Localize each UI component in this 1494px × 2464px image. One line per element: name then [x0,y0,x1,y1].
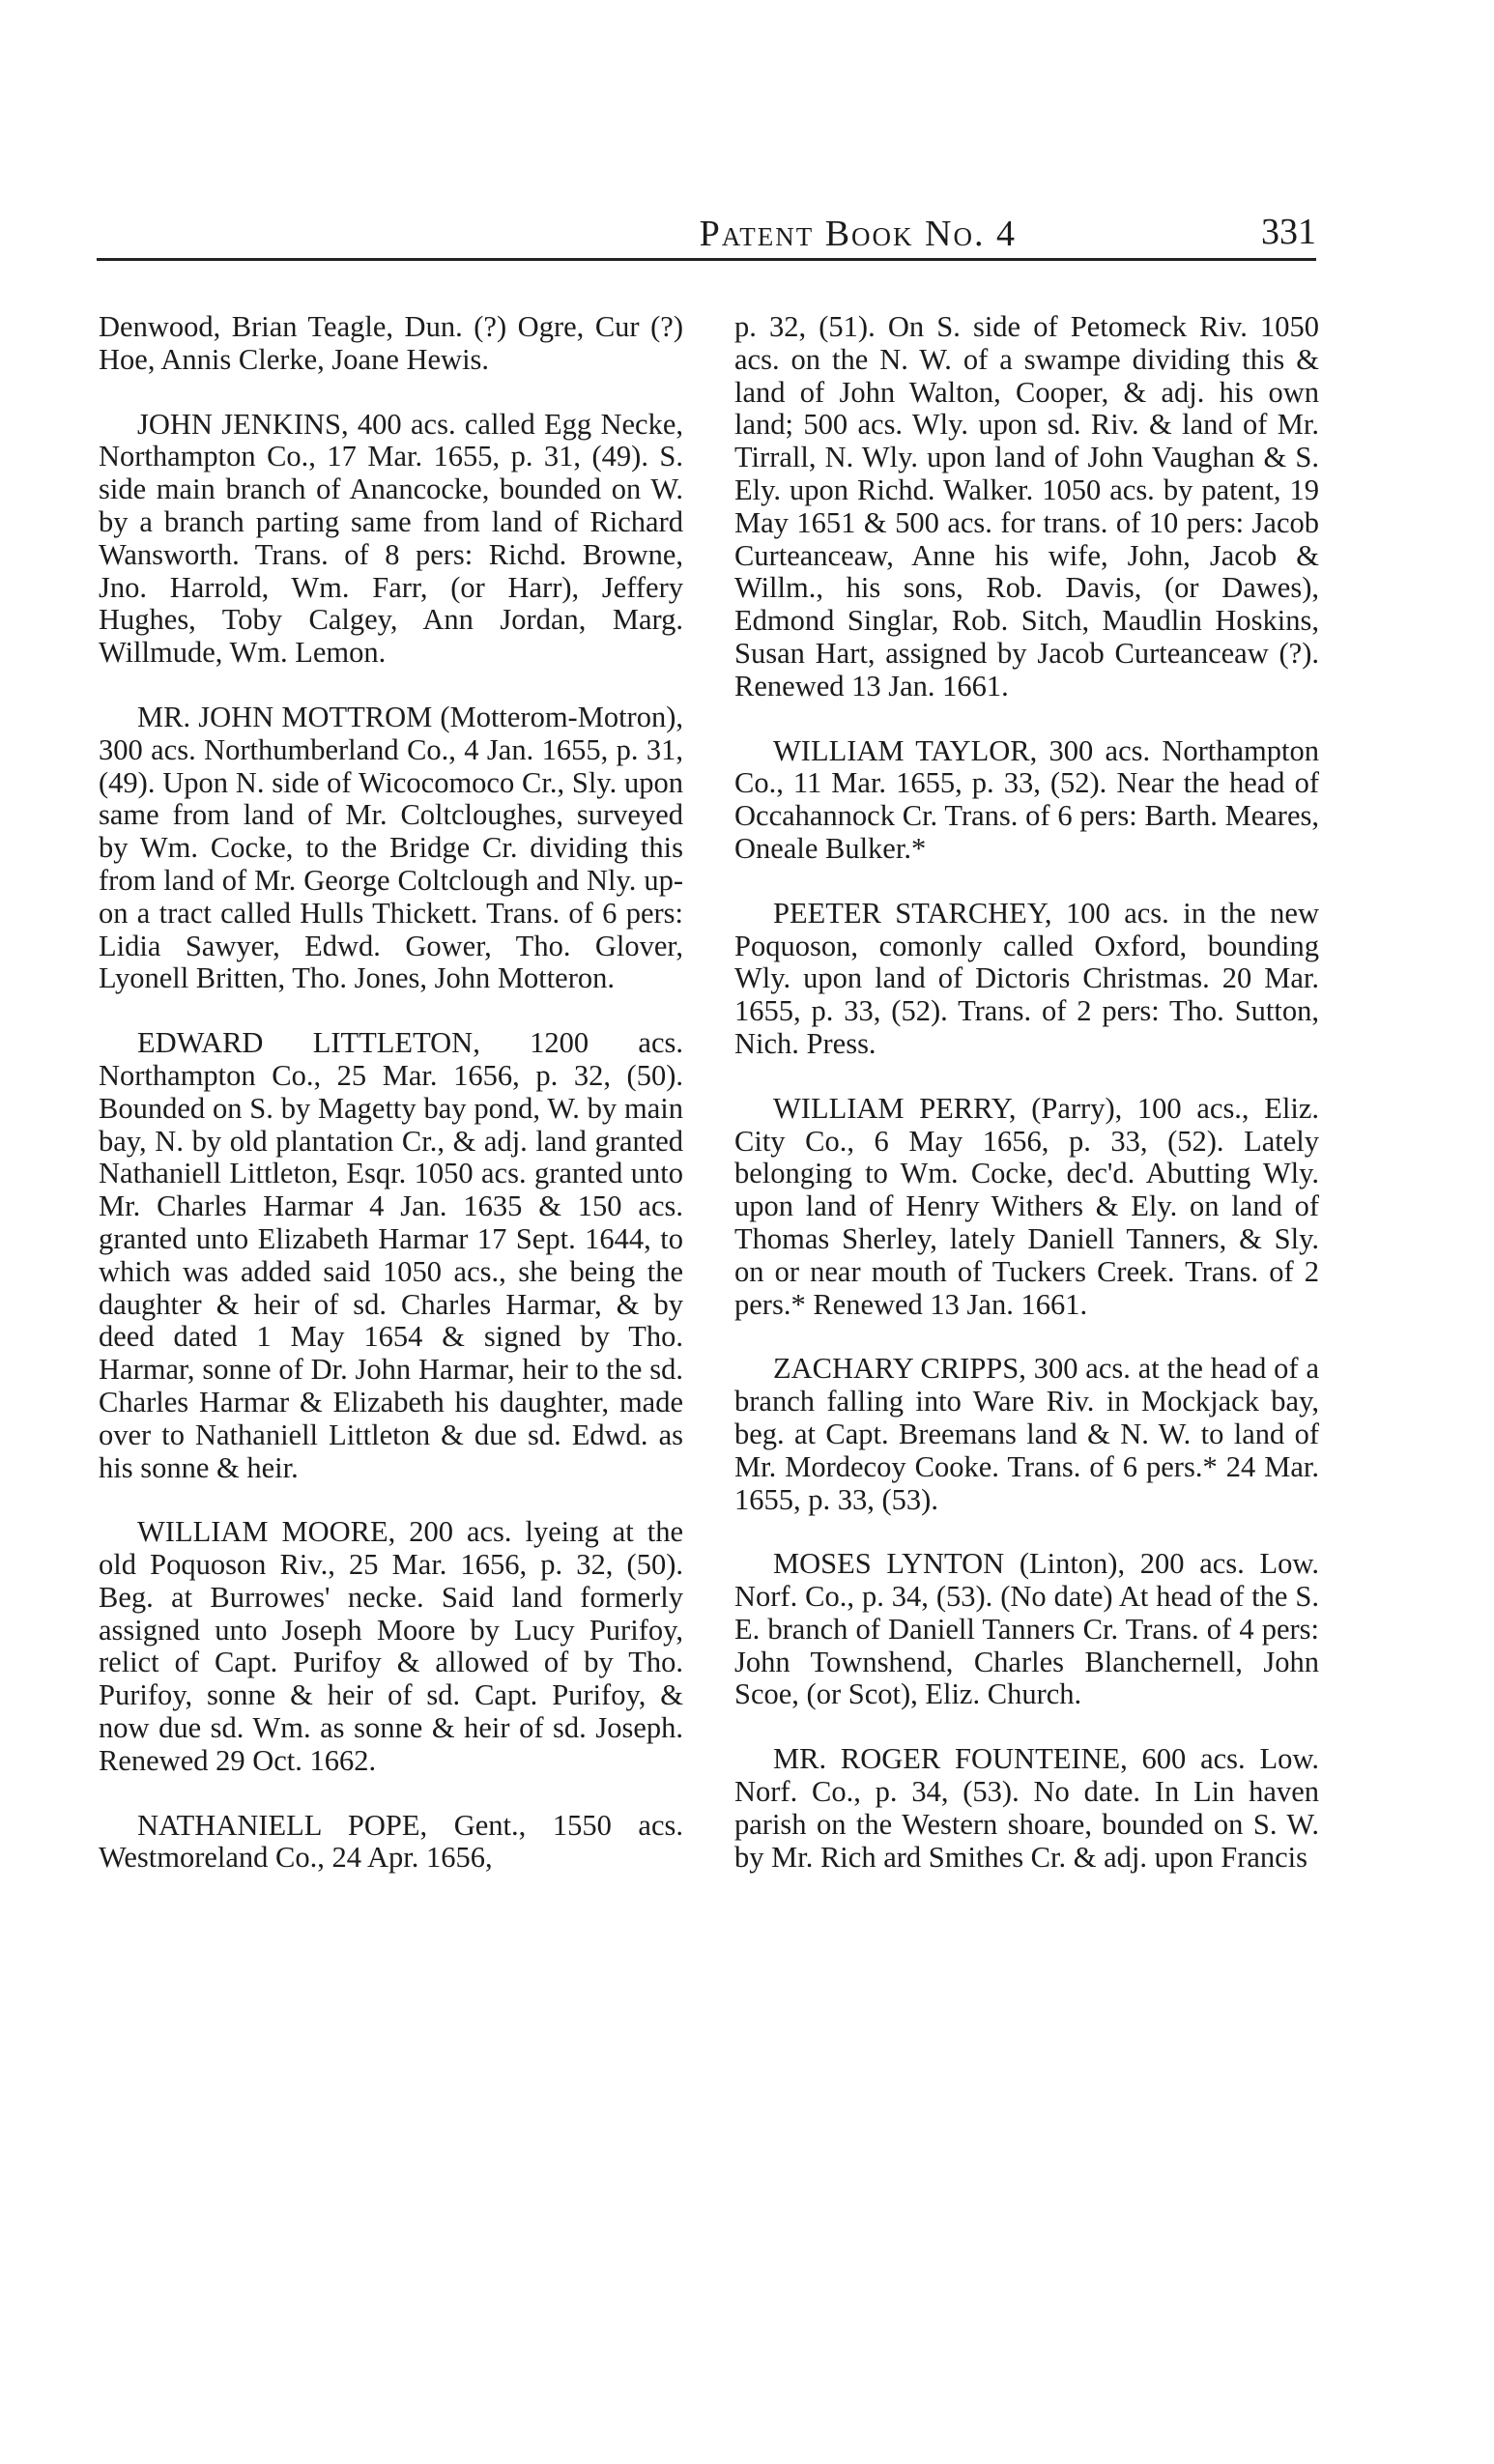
entry-continued: Denwood, Brian Teagle, Dun. (?) Ogre, Cur (?) Hoe, Annis Clerke, Joane Hewis. [99,310,683,376]
entry-peeter-starchey: PEETER STARCHEY, 100 acs. in the new Poquoson, comonly called Oxford, bounding Wly. upon land of Dictoris Christmas. 20 Mar. 1655, p. 33, (52). Trans. of 2 pers: Tho. Sutton, Nich. Press. [734,896,1319,1060]
entry-roger-founteine: MR. ROGER FOUNTEINE, 600 acs. Low. Norf. Co., p. 34, (53). No date. In Lin haven parish on the Western shoare, bounded on S. W. by Mr. Rich ard Smithes Cr. & adj. upon Francis [734,1742,1319,1874]
entry-william-perry: WILLIAM PERRY, (Parry), 100 acs., Eliz. City Co., 6 May 1656, p. 33, (52). Lately belonging to Wm. Cocke, dec'd. Abutting Wly. upon land of Henry Withers & Ely. on land of Thomas Sherley, lately Daniell Tanners, & Sly. on or near mouth of Tuckers Creek. Trans. of 2 pers.* Renewed 13 Jan. 1661. [734,1091,1319,1321]
entry-zachary-cripps: ZACHARY CRIPPS, 300 acs. at the head of a branch falling into Ware Riv. in Mockjack bay, beg. at Capt. Breemans land & N. W. to land of Mr. Mordecoy Cooke. Trans. of 6 pers.* 24 Mar. 1655, p. 33, (53). [734,1352,1319,1516]
running-title: Patent Book No. 4 [699,214,1017,254]
running-header [97,207,1316,261]
left-column [99,311,683,1875]
entry-edward-littleton: EDWARD LITTLETON, 1200 acs. Northampton Co., 25 Mar. 1656, p. 32, (50). Bounded on S. by Magetty bay pond, W. by main bay, N. by old plantation Cr., & adj. land granted Nathaniell Littleton, Esqr. 1050 acs. granted unto Mr. Charles Harmar 4 Jan. 1635 & 150 acs. granted unto Elizabeth Harmar 17 Sept. 1644, to which was added said 1050 acs., she being the daughter & heir of sd. Charles Harmar, & by deed dated 1 May 1654 & signed by Tho. Harmar, sonne of Dr. John Harmar, heir to the sd. Charles Harmar & Elizabeth his daughter, made over to Nathaniell Littleton & due sd. Edwd. as his sonne & heir. [99,1026,683,1484]
entry-moses-lynton: MOSES LYNTON (Linton), 200 acs. Low. Norf. Co., p. 34, (53). (No date) At head of the S. E. branch of Daniell Tanners Cr. Trans. of 4 pers: John Townshend, Charles Blanchernell, John Scoe, (or Scot), Eliz. Church. [734,1547,1319,1711]
entry-john-mottrom: MR. JOHN MOTTROM (Motterom-Motron), 300 acs. Northumberland Co., 4 Jan. 1655, p. 31, (49). Upon N. side of Wicocomoco Cr., Sly. upon same from land of Mr. Coltcloughes, surveyed by Wm. Cocke, to the Bridge Cr. dividing this from land of Mr. George Coltclough and Nly. upon a tract called Hulls Thickett. Trans. of 6 pers: Lidia Sawyer, Edwd. Gower, Tho. Glover, Lyonell Britten, Tho. Jones, John Motteron. [99,700,683,995]
entry-william-moore: WILLIAM MOORE, 200 acs. lyeing at the old Poquoson Riv., 25 Mar. 1656, p. 32, (50). Beg. at Burrowes' necke. Said land formerly assigned unto Joseph Moore by Lucy Purifoy, relict of Capt. Purifoy & allowed of by Tho. Purifoy, sonne & heir of sd. Capt. Purifoy, & now due sd. Wm. as sonne & heir of sd. Joseph. Renewed 29 Oct. 1662. [99,1515,683,1777]
entry-william-taylor: WILLIAM TAYLOR, 300 acs. Northampton Co., 11 Mar. 1655, p. 33, (52). Near the head of Occahannock Cr. Trans. of 6 pers: Barth. Meares, Oneale Bulker.* [734,733,1319,865]
right-column [734,311,1319,1874]
entry-nathaniell-pope: NATHANIELL POPE, Gent., 1550 acs. Westmoreland Co., 24 Apr. 1656, [99,1808,683,1875]
header-rule [97,258,1316,261]
page-number: 331 [1261,212,1316,252]
entry-nathaniell-pope-continued: p. 32, (51). On S. side of Petomeck Riv. 1050 acs. on the N. W. of a swampe dividing this & land of John Walton, Cooper, & adj. his own land; 500 acs. Wly. upon sd. Riv. & land of Mr. Tirrall, N. Wly. upon land of John Vaughan & S. Ely. upon Richd. Walker. 1050 acs. by patent, 19 May 1651 & 500 acs. for trans. of 10 pers: Jacob Curteanceaw, Anne his wife, John, Jacob & Willm., his sons, Rob. Davis, (or Dawes), Edmond Singlar, Rob. Sitch, Maudlin Hoskins, Susan Hart, assigned by Jacob Curteanceaw (?). Renewed 13 Jan. 1661. [734,310,1319,702]
entry-john-jenkins: JOHN JENKINS, 400 acs. called Egg Necke, Northampton Co., 17 Mar. 1655, p. 31, (49). S. side main branch of Anancocke, bounded on W. by a branch parting same from land of Richard Wansworth. Trans. of 8 pers: Richd. Browne, Jno. Harrold, Wm. Farr, (or Harr), Jeffery Hughes, Toby Calgey, Ann Jordan, Marg. Willmude, Wm. Lemon. [99,407,683,670]
